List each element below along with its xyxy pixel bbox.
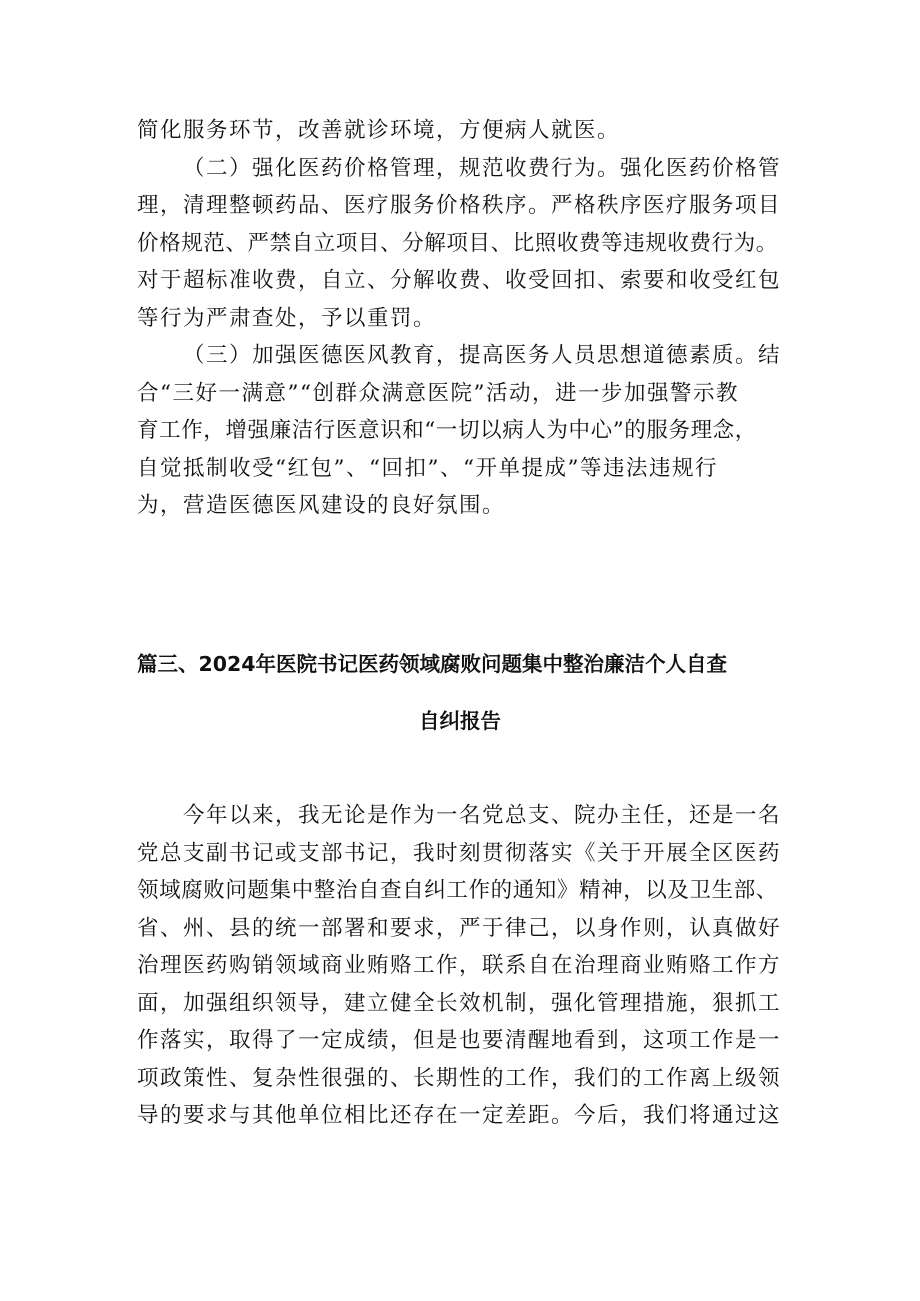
- paragraph-line: 党总支副书记或支部书记，我时刻贯彻落实《关于开展全区医药: [137, 840, 782, 866]
- paragraph-line: 为，营造医德医风建设的良好氛围。: [137, 493, 506, 518]
- paragraph-line: 面，加强组织领导，建立健全长效机制，强化管理措施，狠抓工: [137, 990, 782, 1016]
- paragraph-line: 项政策性、复杂性很强的、长期性的工作，我们的工作离上级领: [137, 1065, 782, 1091]
- section-heading: 篇三、2024年医院书记医药领域腐败问题集中整治廉洁个人自查: [137, 652, 728, 676]
- section-heading-continued: 自纠报告: [419, 709, 501, 733]
- paragraph-line: 自觉抵制收受“红包”、“回扣”、“开单提成”等违法违规行: [137, 455, 718, 481]
- paragraph-line: 理，清理整顿药品、医疗服务价格秩序。严格秩序医疗服务项目: [137, 193, 782, 218]
- paragraph-line: 对于超标准收费，自立、分解收费、收受回扣、索要和收受红包: [137, 268, 782, 293]
- paragraph-line: 省、州、县的统一部署和要求，严于律己，以身作则，认真做好: [137, 915, 782, 941]
- paragraph-line: 等行为严肃查处，予以重罚。: [137, 305, 437, 331]
- paragraph-line: （二）强化医药价格管理，规范收费行为。强化医药价格管: [183, 155, 782, 181]
- paragraph-line: 治理医药购销领域商业贿赂工作，联系自在治理商业贿赂工作方: [137, 953, 782, 978]
- paragraph-line: 作落实，取得了一定成绩，但是也要清醒地看到，这项工作是一: [137, 1028, 782, 1053]
- paragraph-line: 合“三好一满意”“创群众满意医院”活动，进一步加强警示教: [137, 380, 739, 406]
- paragraph-line: 今年以来，我无论是作为一名党总支、院办主任，还是一名: [183, 803, 782, 828]
- paragraph-line: 价格规范、严禁自立项目、分解项目、比照收费等违规收费行为。: [137, 230, 778, 256]
- paragraph-line: 育工作，增强廉洁行医意识和“一切以病人为中心”的服务理念，: [137, 418, 757, 443]
- body-text-top: [137, 112, 787, 525]
- paragraph-line: （三）加强医德医风教育，提高医务人员思想道德素质。结: [183, 343, 782, 368]
- paragraph-line: 简化服务环节，改善就诊环境，方便病人就医。: [137, 118, 621, 143]
- paragraph-line: 领域腐败问题集中整治自查自纠工作的通知》精神，以及卫生部、: [137, 878, 778, 903]
- body-text-bottom: [137, 797, 787, 1135]
- paragraph-line: 导的要求与其他单位相比还存在一定差距。今后，我们将通过这: [137, 1103, 782, 1128]
